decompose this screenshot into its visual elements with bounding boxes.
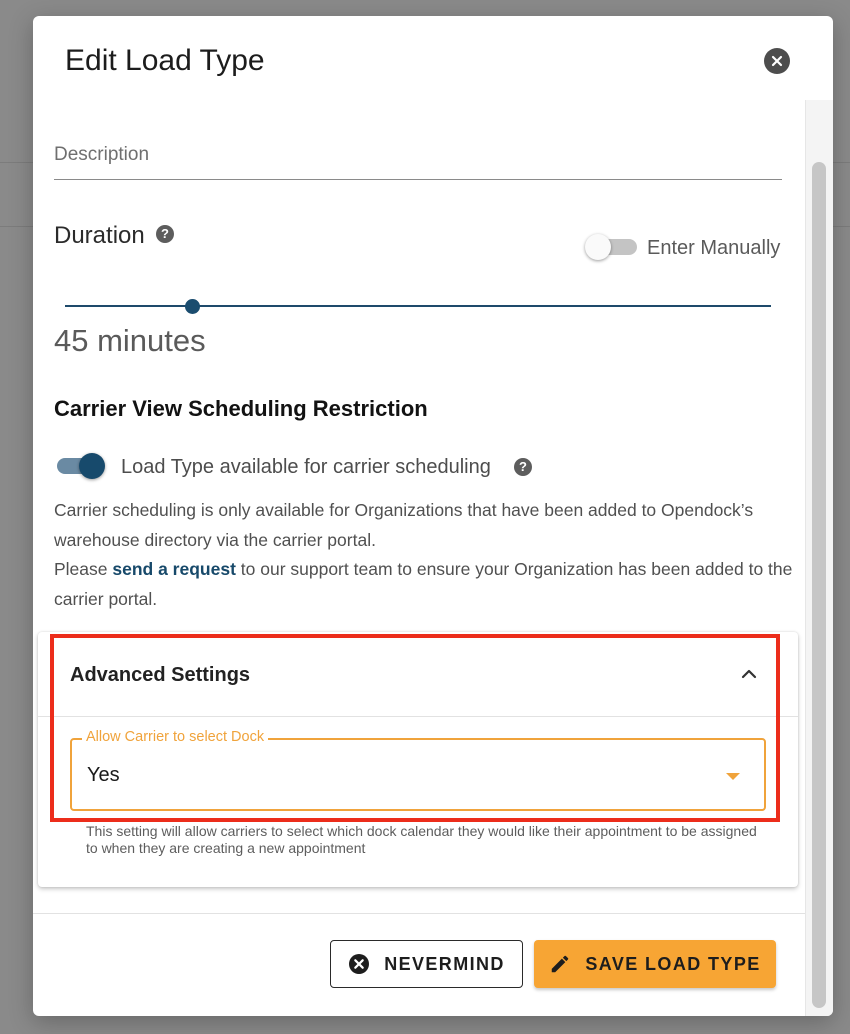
scrollbar[interactable] — [805, 100, 833, 1016]
scrollbar-thumb[interactable] — [812, 162, 826, 1008]
duration-slider-track[interactable] — [65, 305, 771, 307]
description-placeholder: Description — [54, 144, 150, 165]
info-prefix: Please — [54, 559, 113, 579]
carrier-info-text — [54, 496, 794, 614]
description-field[interactable] — [54, 136, 782, 180]
advanced-settings-header[interactable] — [38, 632, 798, 717]
nevermind-button[interactable] — [330, 940, 523, 988]
save-load-type-label: SAVE LOAD TYPE — [585, 953, 761, 974]
dialog-header — [33, 16, 833, 114]
carrier-scheduling-toggle[interactable] — [57, 458, 103, 474]
enter-manually-label: Enter Manually — [647, 237, 781, 259]
allow-dock-select-label: Allow Carrier to select Dock — [82, 729, 268, 745]
send-request-link[interactable]: send a request — [112, 559, 236, 579]
edit-load-type-dialog — [33, 16, 833, 1016]
advanced-settings-panel — [38, 632, 798, 887]
question-circle-icon[interactable]: ? — [156, 225, 174, 243]
enter-manually-toggle[interactable] — [589, 239, 637, 255]
carrier-scheduling-label: Load Type available for carrier scheduling — [121, 456, 491, 478]
allow-dock-select-value: Yes — [87, 764, 120, 786]
info-suffix: to our support team to ensure your Organization has been added to the carrier portal. — [54, 559, 793, 609]
close-circle-icon — [771, 55, 783, 67]
carrier-restriction-title: Carrier View Scheduling Restriction — [54, 396, 428, 421]
caret-down-icon[interactable] — [726, 773, 740, 780]
close-circle-icon — [348, 953, 370, 975]
duration-slider-thumb[interactable] — [185, 299, 200, 314]
save-load-type-button[interactable] — [534, 940, 776, 988]
toggle-knob — [79, 453, 105, 479]
duration-label: Duration — [54, 222, 145, 249]
nevermind-label: NEVERMIND — [384, 953, 505, 974]
footer-divider — [33, 913, 805, 914]
pencil-icon — [549, 953, 571, 975]
carrier-info-request — [54, 555, 794, 614]
carrier-info-line: Carrier scheduling is only available for Organizations that have been added to Opendock’s warehouse directory via the carrier portal. — [54, 500, 754, 550]
duration-value: 45 minutes — [54, 323, 206, 358]
question-circle-icon[interactable]: ? — [514, 458, 532, 476]
chevron-up-icon[interactable] — [741, 666, 757, 682]
close-button[interactable] — [764, 48, 790, 74]
toggle-knob — [585, 234, 611, 260]
allow-dock-select[interactable] — [70, 729, 766, 811]
advanced-settings-title: Advanced Settings — [70, 664, 251, 686]
dialog-title: Edit Load Type — [65, 44, 265, 77]
allow-dock-hint: This setting will allow carriers to select which dock calendar they would like their appointment to be assigned to when they are creating a new appointment — [86, 823, 757, 856]
